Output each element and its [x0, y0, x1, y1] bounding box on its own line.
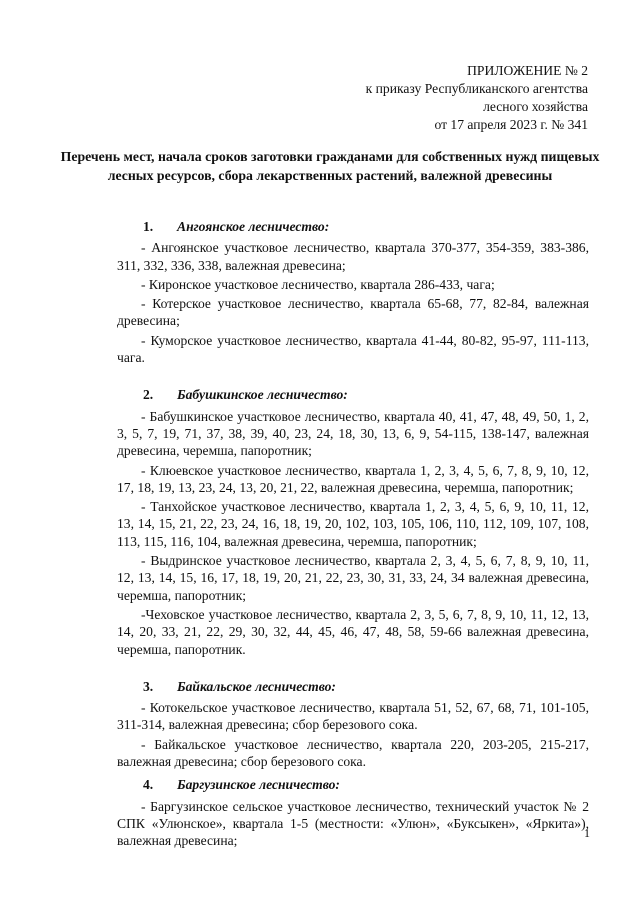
section-number: 2. [143, 387, 154, 403]
section-angoyan [117, 218, 589, 366]
list-item: - Киронское участковое лесничество, квартала 286-433, чага; [141, 276, 495, 292]
section-number: 3. [143, 678, 154, 694]
section-baikal [117, 678, 589, 770]
document-body [117, 218, 589, 870]
section-heading: Бабушкинское лесничество: [177, 387, 348, 403]
section-number: 4. [143, 777, 154, 793]
section-number: 1. [143, 219, 154, 234]
list-item: - Клюевское участковое лесничество, квартала 1, 2, 3, 4, 5, 6, 7, 8, 9, 10, 12, 17, 18, 19, 13, 23, 24, 13, 20, 21, 22, валежная древесина, черемша, папоротник; [117, 462, 589, 495]
list-item: -Чеховское участковое лесничество, квартала 2, 3, 5, 6, 7, 8, 9, 10, 11, 12, 13, 14, 20, 33, 21, 22, 29, 30, 32, 44, 45, 46, 47, 48, 58, 59-66 валежная древесина, черемша, папоротник. [117, 606, 589, 657]
appendix-header [366, 62, 588, 134]
section-heading: Байкальское лесничество: [177, 678, 336, 694]
section-heading: Баргузинское лесничество: [177, 777, 340, 793]
page-number: 1 [584, 826, 590, 840]
list-item: - Котерское участковое лесничество, квартала 65-68, 77, 82-84, валежная древесина; [117, 296, 589, 329]
list-item: - Куморское участковое лесничество, квартала 41-44, 80-82, 95-97, 111-113, чага. [117, 332, 589, 366]
agency-name: лесного хозяйства [483, 99, 588, 114]
list-item: - Котокельское участковое лесничество, квартала 51, 52, 67, 68, 71, 101-105, 311-314, валежная древесина; сбор березового сока. [117, 700, 589, 733]
section-barguzin [117, 776, 589, 849]
document-title: Перечень мест, начала сроков заготовки гражданами для собственных нужд пищевых лесных ресурсов, сбора лекарственных растений, валежной древесины [60, 149, 600, 183]
section-heading: Ангоянское лесничество: [177, 219, 330, 234]
order-reference: к приказу Республиканского агентства [365, 81, 588, 96]
section-babushkin [117, 386, 589, 657]
appendix-label: ПРИЛОЖЕНИЕ № 2 [467, 63, 588, 78]
list-item: - Байкальское участковое лесничество, квартала 220, 203-205, 215-217, валежная древесина; сбор березового сока. [117, 736, 589, 770]
list-item: - Баргузинское сельское участковое лесничество, технический участок № 2 СПК «Улюнское», квартала 1-5 (местности: «Улюн», «Буксыкен», «Яркита»), валежная древесина; [117, 798, 589, 849]
list-item: - Бабушкинское участковое лесничество, квартала 40, 41, 47, 48, 49, 50, 1, 2, 3, 5, 7, 19, 71, 37, 38, 39, 40, 23, 24, 18, 30, 13, 6, 9, 54-115, 138-147, валежная древесина, черемша, папоротник; [117, 408, 589, 459]
list-item: - Ангоянское участковое лесничество, квартала 370-377, 354-359, 383-386, 311, 332, 336, 338, валежная древесина; [117, 240, 589, 273]
list-item: - Танхойское участковое лесничество, квартала 1, 2, 3, 4, 5, 6, 9, 10, 11, 12, 13, 14, 15, 21, 22, 23, 24, 16, 18, 19, 20, 102, 103, 105, 106, 110, 112, 109, 107, 108, 113, 115, 116, 104, валежная древесина, черемша, папоротник; [117, 499, 589, 549]
order-date-number: от 17 апреля 2023 г. № 341 [434, 117, 588, 132]
list-item: - Выдринское участковое лесничество, квартала 2, 3, 4, 5, 6, 7, 8, 9, 10, 11, 12, 13, 14, 15, 16, 17, 18, 19, 20, 21, 22, 23, 30, 31, 33, 24, 34 валежная древесина, черемша, папоротник; [117, 553, 589, 603]
